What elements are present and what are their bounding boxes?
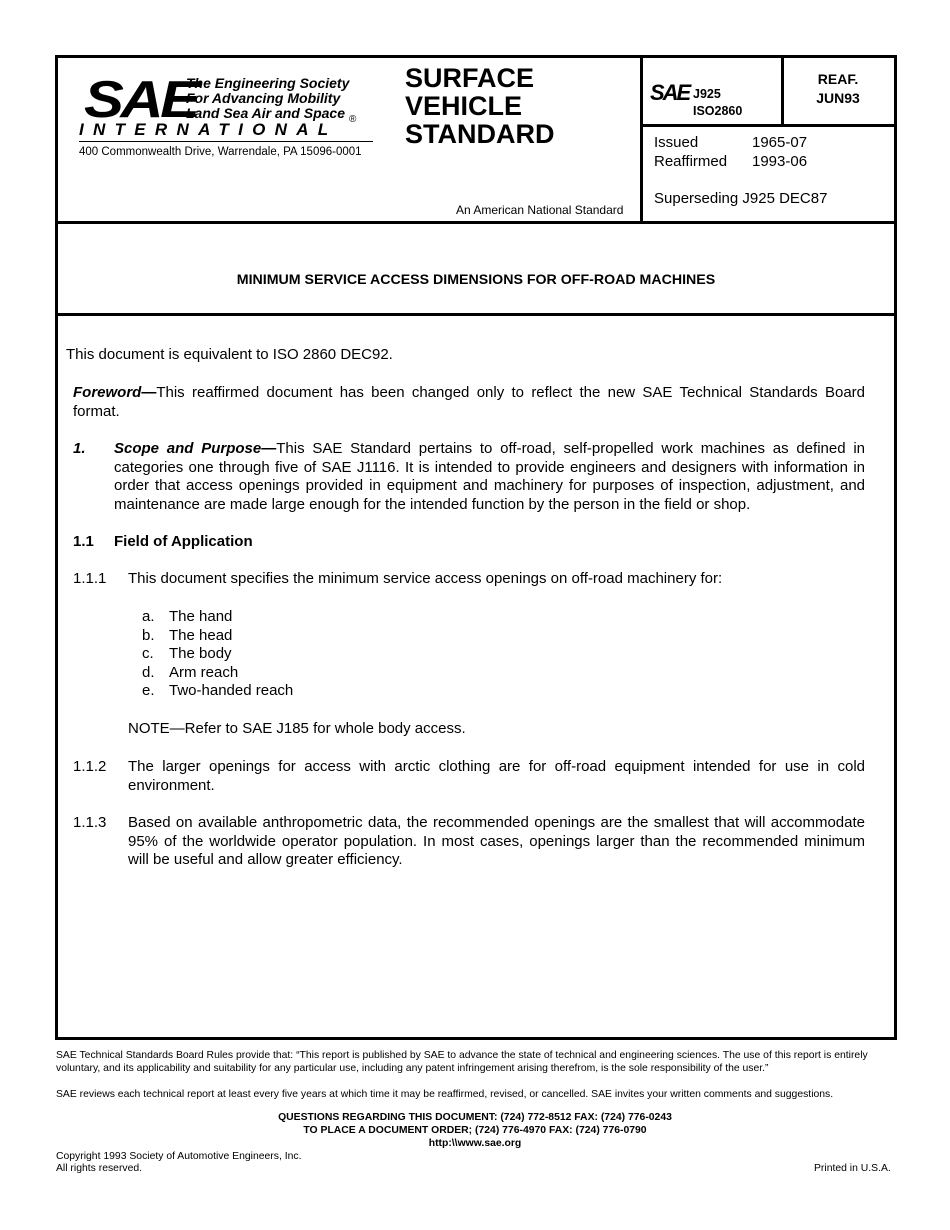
foreword-paragraph — [73, 384, 865, 421]
docnum-divider — [640, 124, 896, 127]
iso-number: ISO2860 — [693, 104, 743, 118]
section-1-text: This SAE Standard pertains to off-road, self-propelled work machines as defined in categories one through five of SAE J1116. It is intended to provide engineers and designers with information in order that access openings provided in equipment and machinery for purposes of inspection, adjustment, and maintenance are made large enough for the intended function by the person in the field or shop. — [114, 440, 865, 513]
issued-label: Issued — [654, 134, 699, 151]
header-divider — [55, 221, 897, 224]
title-divider — [55, 313, 897, 316]
reaf-label: REAF. — [817, 71, 859, 87]
section-1-1-3-text: Based on available anthropometric data, the recommended openings are the smallest that will accommodate 95% of the worldwide operator population. In most cases, openings larger than the recommended minimum will be useful and allow greater efficiency. — [128, 814, 865, 869]
footer-rules: SAE Technical Standards Board Rules provide that: “This report is published by SAE to advance the state of technical and engineering sciences. The use of this report is entirely voluntary, and its applicability and suitability for any particular use, including any patent infringement arising therefrom, is the sole responsibility of the user.” — [56, 1050, 868, 1074]
standard-type-line-2: VEHICLE — [405, 91, 523, 121]
doc-number: J925 — [693, 87, 721, 101]
document-title: MINIMUM SERVICE ACCESS DIMENSIONS FOR OFF-ROAD MACHINES — [236, 272, 716, 288]
tagline-line-2: For Advancing Mobility — [186, 90, 341, 106]
small-sae-logo: SAE — [650, 80, 690, 105]
reaffirmed-label: Reaffirmed — [654, 153, 728, 170]
reaf-date: JUN93 — [816, 90, 860, 106]
reaffirmed-value: 1993-06 — [752, 153, 808, 170]
section-1-1-heading: Field of Application — [114, 533, 253, 550]
list-item-e-text: Two-handed reach — [169, 682, 294, 699]
list-item-d-letter: d. — [142, 664, 155, 681]
foreword-text: This reaffirmed document has been changed only to reflect the new SAE Technical Standards Board format. — [73, 384, 865, 420]
section-1-1-2-number: 1.1.2 — [73, 758, 107, 775]
list-item-a-text: The hand — [169, 608, 233, 625]
section-1-paragraph — [114, 440, 865, 514]
list-item-d-text: Arm reach — [169, 664, 239, 681]
note: NOTE—Refer to SAE J185 for whole body access. — [128, 720, 466, 737]
footer-review: SAE reviews each technical report at least every five years at which time it may be reaffirmed, revised, or cancelled. SAE invites your written comments and suggestions. — [56, 1089, 834, 1100]
american-national-standard: An American National Standard — [456, 203, 624, 217]
superseding: Superseding J925 DEC87 — [654, 190, 828, 207]
logo-underline — [79, 141, 373, 142]
section-1-number: 1. — [73, 440, 86, 457]
list-item-b-letter: b. — [142, 627, 155, 644]
list-item-a-letter: a. — [142, 608, 155, 625]
issued-value: 1965-07 — [752, 134, 808, 151]
list-item-b-text: The head — [169, 627, 233, 644]
footer-questions: QUESTIONS REGARDING THIS DOCUMENT: (724) 772-8512 FAX: (724) 776-0243 — [278, 1112, 672, 1123]
footer-rights: All rights reserved. — [56, 1163, 143, 1174]
foreword-label: Foreword— — [73, 384, 157, 401]
section-1-1-number: 1.1 — [73, 533, 94, 550]
tagline-line-1: The Engineering Society — [186, 75, 350, 91]
equivalent-statement: This document is equivalent to ISO 2860 DEC92. — [66, 346, 393, 363]
footer-copyright: Copyright 1993 Society of Automotive Engineers, Inc. — [56, 1151, 302, 1162]
footer-url[interactable]: http:\\www.sae.org — [428, 1138, 522, 1149]
section-1-1-1-text: This document specifies the minimum service access openings on off-road machinery for: — [128, 570, 723, 587]
sae-logo: SAE — [84, 71, 197, 129]
tagline-line-3: Land Sea Air and Space — [186, 105, 345, 121]
section-1-label: Scope and Purpose— — [114, 440, 277, 457]
list-item-c-letter: c. — [142, 645, 154, 662]
footer-order: TO PLACE A DOCUMENT ORDER; (724) 776-4970 FAX: (724) 776-0790 — [303, 1125, 647, 1136]
international-wordmark: INTERNATIONAL — [79, 120, 338, 139]
header-vertical-divider — [640, 55, 643, 223]
section-1-1-3-number: 1.1.3 — [73, 814, 107, 831]
section-1-1-2-text: The larger openings for access with arctic clothing are for off-road equipment intended for use in cold environment. — [128, 758, 865, 794]
address: 400 Commonwealth Drive, Warrendale, PA 15096-0001 — [79, 146, 362, 158]
list-item-c-text: The body — [169, 645, 232, 662]
registered-mark: ® — [349, 114, 357, 125]
standard-type-line-3: STANDARD — [405, 119, 555, 149]
standard-type-line-1: SURFACE — [405, 63, 535, 93]
footer-printed: Printed in U.S.A. — [814, 1163, 891, 1174]
section-1-1-1-number: 1.1.1 — [73, 570, 107, 587]
list-item-e-letter: e. — [142, 682, 155, 699]
